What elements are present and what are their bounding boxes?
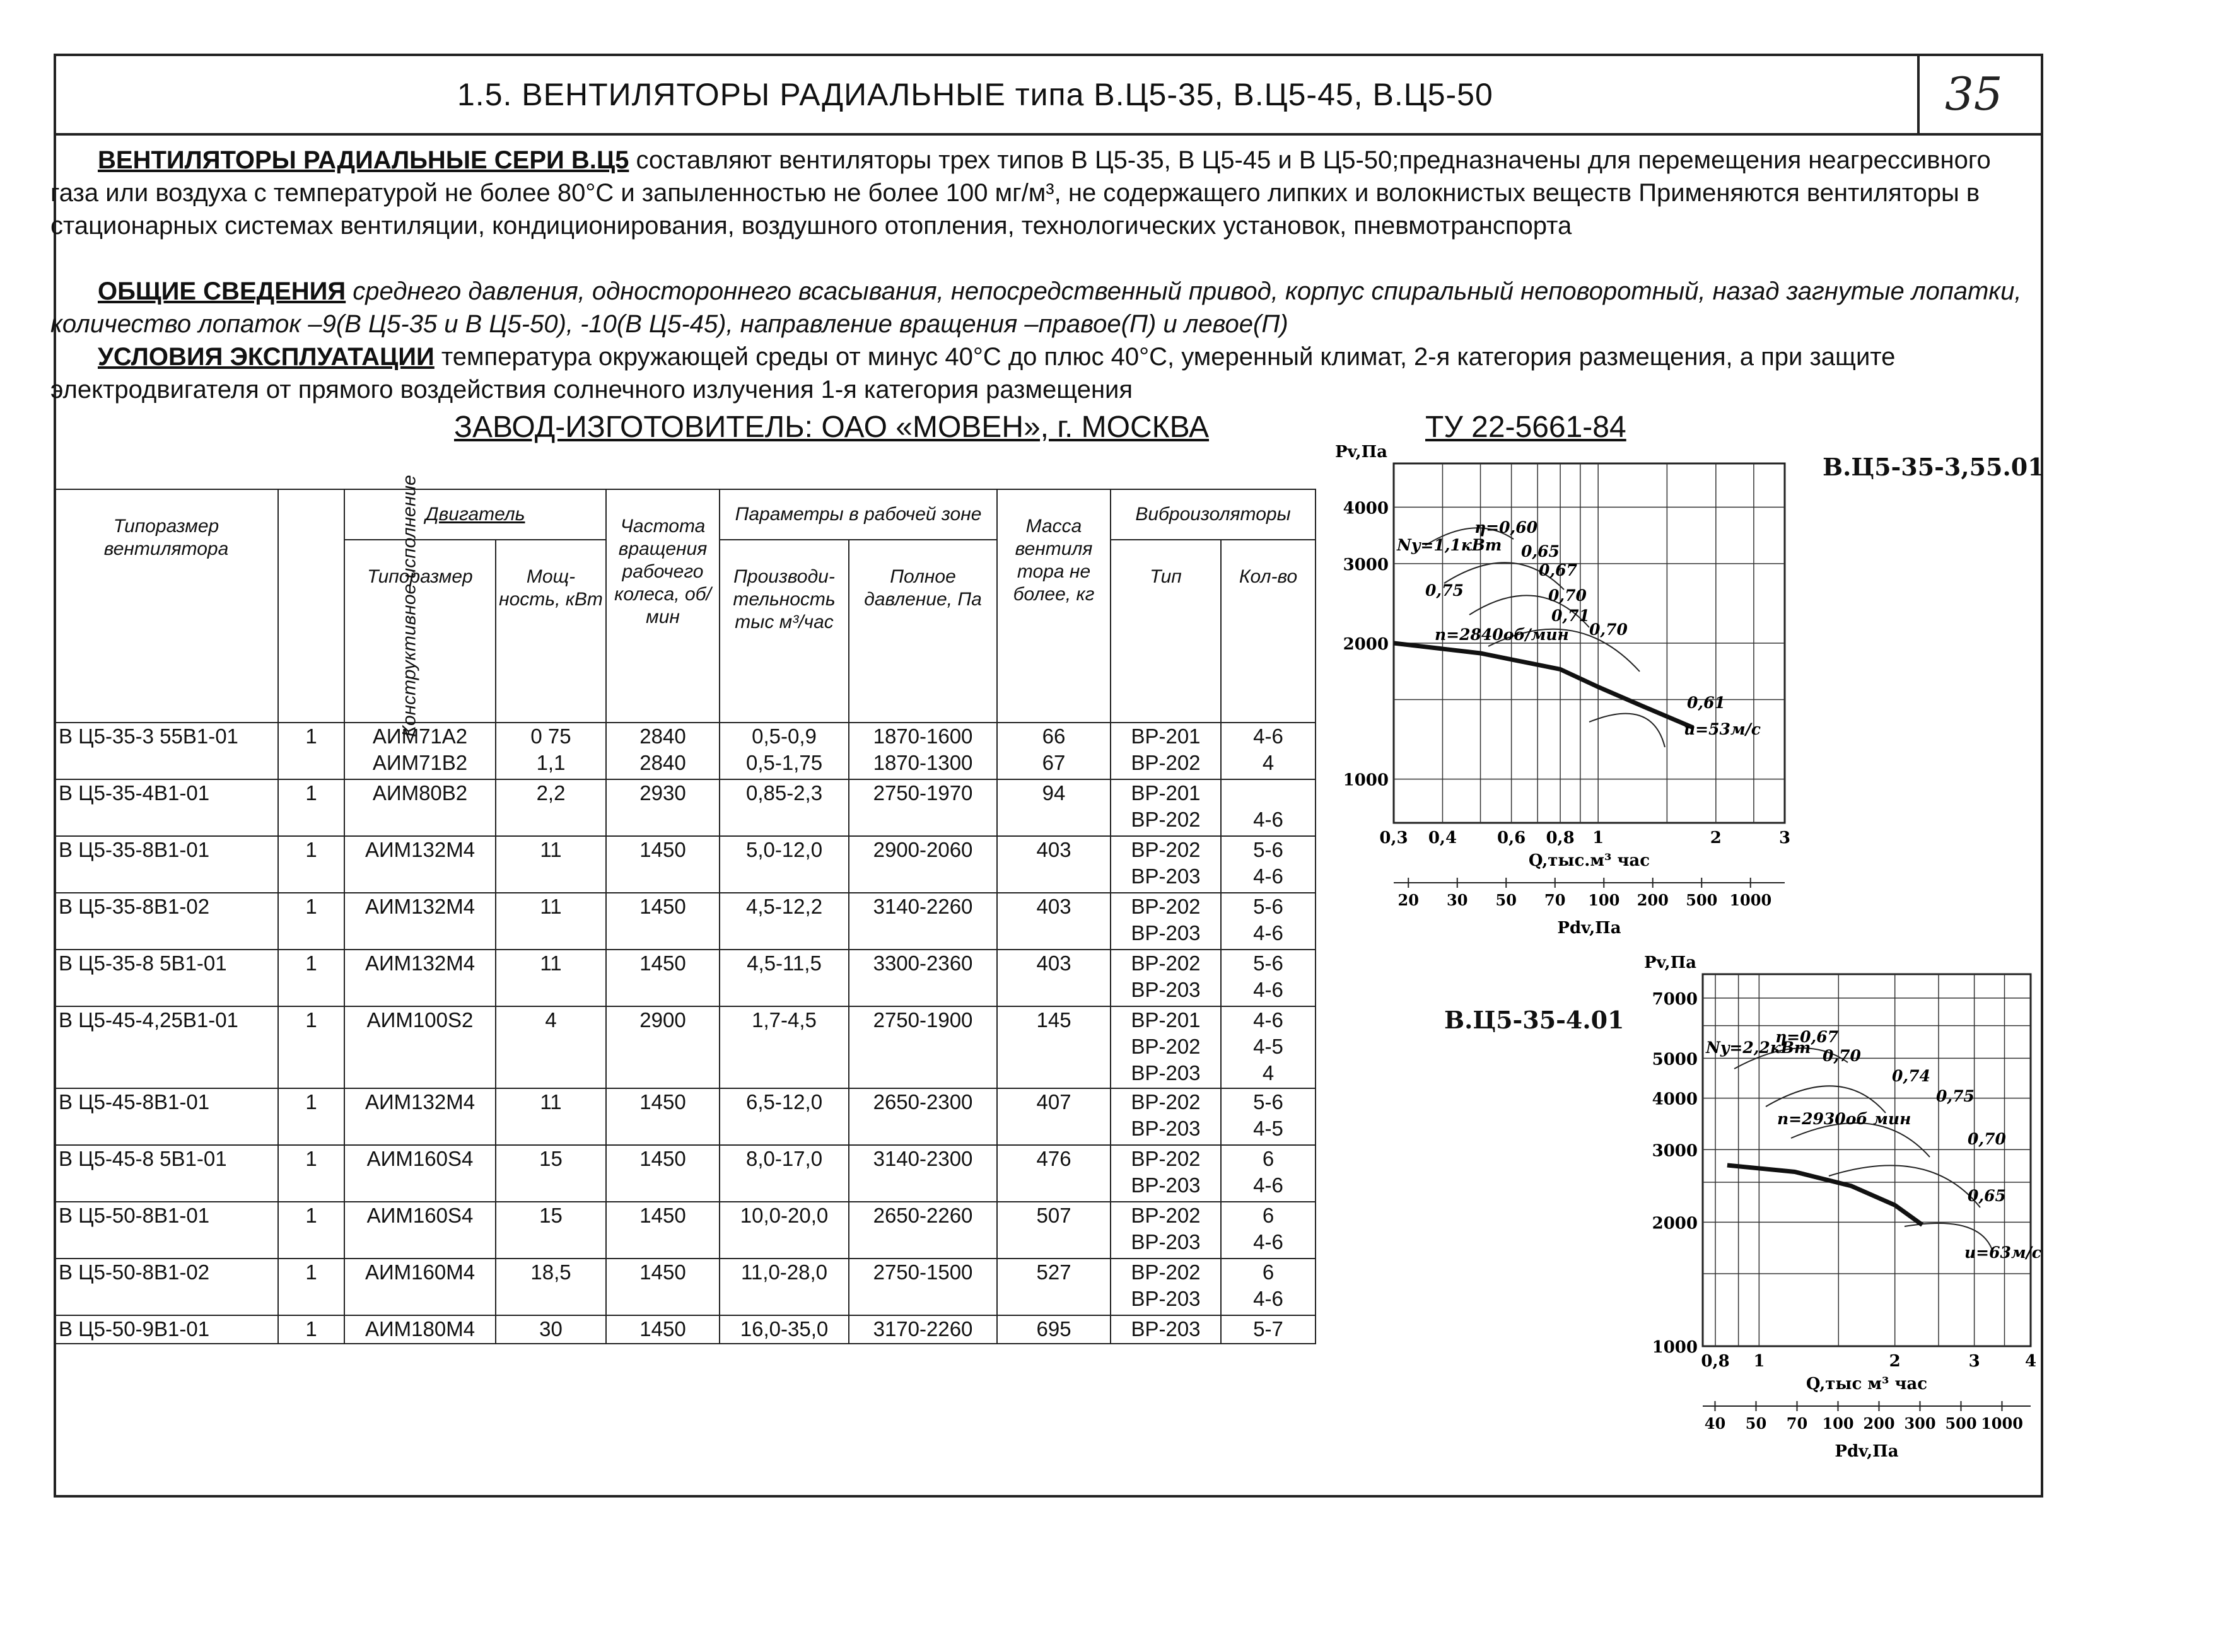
general-text: среднего давления, одностороннего всасывания, непосредственный привод, корпус спиральный неповоротный, назад загнутые лопатки, количество лопаток –9(В Ц5-35 и В Ц5-50), -10(В Ц5-45), направление вращения –правое(П) и левое(П) xyxy=(50,277,2022,338)
x2-axis-label: Pdv,Па xyxy=(1557,919,1621,938)
cell-power: 0 75 1,1 xyxy=(496,723,606,779)
cell-vqty: 4-6 4 xyxy=(1221,723,1316,779)
cell-size: В Ц5-45-4,25В1-01 xyxy=(54,1006,278,1088)
cell-vqty: 5-6 4-6 xyxy=(1221,950,1316,1006)
cell-vtype: ВР-202 ВР-203 xyxy=(1111,1202,1221,1259)
chart-annotation: η=0,67 xyxy=(1775,1028,1839,1046)
chart2-svg xyxy=(1640,955,2043,1491)
cell-cap: 8,0-17,0 xyxy=(720,1145,849,1202)
cell-press: 2750-1500 xyxy=(849,1259,997,1315)
x2-tick-label: 500 xyxy=(1686,891,1718,909)
chart-vc5-35-4 xyxy=(1640,955,2043,1491)
cell-press: 3170-2260 xyxy=(849,1315,997,1344)
y-tick-label: 2000 xyxy=(1343,635,1389,654)
manufacturer: ЗАВОД-ИЗГОТОВИТЕЛЬ: ОАО «МОВЕН», г. МОСКВА xyxy=(454,410,1210,444)
cell-rpm: 2900 xyxy=(606,1006,720,1088)
cell-press: 2750-1900 xyxy=(849,1006,997,1088)
x-axis-label: Q,тыс м³ час xyxy=(1806,1375,1928,1393)
x2-tick-label: 300 xyxy=(1904,1414,1936,1433)
cell-motor: АИМ132М4 xyxy=(344,1088,496,1145)
cell-size: В Ц5-50-8В1-02 xyxy=(54,1259,278,1315)
cell-size: В Ц5-45-8В1-01 xyxy=(54,1088,278,1145)
x2-tick-label: 70 xyxy=(1544,891,1566,909)
table-row xyxy=(54,893,1316,950)
cell-power: 11 xyxy=(496,836,606,893)
series-line xyxy=(1394,643,1693,728)
page-title: 1.5. ВЕНТИЛЯТОРЫ РАДИАЛЬНЫЕ типа В.Ц5-35, В.Ц5-45, В.Ц5-50 xyxy=(457,77,1493,112)
fan-spec-table-body xyxy=(54,723,1316,1344)
cell-mass: 695 xyxy=(997,1315,1111,1344)
cell-vtype: ВР-202 ВР-203 xyxy=(1111,1259,1221,1315)
page-header xyxy=(54,54,2043,136)
chart1-svg xyxy=(1324,445,1804,943)
cell-rpm: 1450 xyxy=(606,1145,720,1202)
cell-motor: АИМ80В2 xyxy=(344,779,496,836)
cell-size: В Ц5-35-8В1-01 xyxy=(54,836,278,893)
efficiency-curve xyxy=(1589,714,1665,747)
chart-annotation: 0,61 xyxy=(1687,694,1725,712)
cell-press: 3140-2300 xyxy=(849,1145,997,1202)
x-tick-label: 0,8 xyxy=(1701,1352,1730,1371)
cell-press: 3300-2360 xyxy=(849,950,997,1006)
cell-press: 2750-1970 xyxy=(849,779,997,836)
cell-cap: 11,0-28,0 xyxy=(720,1259,849,1315)
cell-rpm: 2930 xyxy=(606,779,720,836)
cell-size: В Ц5-45-8 5В1-01 xyxy=(54,1145,278,1202)
cell-vtype: ВР-202 ВР-203 xyxy=(1111,950,1221,1006)
chart-annotation: η=0,60 xyxy=(1474,518,1538,537)
cell-rpm: 1450 xyxy=(606,836,720,893)
y-tick-label: 3000 xyxy=(1343,555,1389,574)
table-row xyxy=(54,1145,1316,1202)
cell-motor: АИМ160М4 xyxy=(344,1259,496,1315)
cell-constr: 1 xyxy=(278,1088,344,1145)
table-row xyxy=(54,1088,1316,1145)
th-rpm: Частота вращения рабочего колеса, об/мин xyxy=(606,489,720,723)
chart-annotation: 0,70 xyxy=(1548,586,1587,605)
chart-annotation: 0,70 xyxy=(1968,1130,2006,1148)
cell-mass: 145 xyxy=(997,1006,1111,1088)
table-row xyxy=(54,1202,1316,1259)
cell-rpm: 1450 xyxy=(606,893,720,950)
table-row xyxy=(54,836,1316,893)
series-line xyxy=(1727,1165,1922,1225)
y-tick-label: 3000 xyxy=(1652,1141,1698,1161)
th-capacity: Производи-тельность тыс м³/час xyxy=(720,540,849,723)
th-params: Параметры в рабочей зоне xyxy=(720,489,997,540)
cell-press: 3140-2260 xyxy=(849,893,997,950)
cell-cap: 0,85-2,3 xyxy=(720,779,849,836)
chart1-title: В.Ц5-35-3,55.01 xyxy=(1823,453,2045,481)
cell-vqty: 5-6 4-6 xyxy=(1221,836,1316,893)
th-vibro: Виброизоляторы xyxy=(1111,489,1316,540)
th-pressure: Полное давление, Па xyxy=(849,540,997,723)
cell-mass: 94 xyxy=(997,779,1111,836)
x2-tick-label: 1000 xyxy=(1981,1414,2023,1433)
efficiency-curve xyxy=(1766,1086,1886,1113)
cell-motor: АИМ180М4 xyxy=(344,1315,496,1344)
chart-annotation: 0,70 xyxy=(1823,1047,1861,1065)
chart-annotation: 0,74 xyxy=(1892,1067,1930,1085)
cell-rpm: 1450 xyxy=(606,1088,720,1145)
cell-vqty: 4-6 4-5 4 xyxy=(1221,1006,1316,1088)
x2-tick-label: 30 xyxy=(1447,891,1468,909)
cell-mass: 476 xyxy=(997,1145,1111,1202)
table-row xyxy=(54,1315,1316,1344)
x-tick-label: 1 xyxy=(1753,1352,1765,1371)
cell-constr: 1 xyxy=(278,1006,344,1088)
cell-press: 1870-1600 1870-1300 xyxy=(849,723,997,779)
cell-vqty: 6 4-6 xyxy=(1221,1145,1316,1202)
x-tick-label: 3 xyxy=(1968,1352,1980,1371)
chart2-title: В.Ц5-35-4.01 xyxy=(1444,1006,1625,1034)
cell-rpm: 1450 xyxy=(606,950,720,1006)
cell-power: 15 xyxy=(496,1145,606,1202)
x2-tick-label: 100 xyxy=(1588,891,1620,909)
cell-mass: 507 xyxy=(997,1202,1111,1259)
th-size: Типоразмер вентилятора xyxy=(54,489,278,723)
th-mass: Масса вентиля тора не более, кг xyxy=(997,489,1111,723)
x-tick-label: 0,4 xyxy=(1428,829,1457,847)
cell-power: 11 xyxy=(496,893,606,950)
x-tick-label: 2 xyxy=(1710,829,1722,847)
cell-vqty: 5-7 xyxy=(1221,1315,1316,1344)
th-motor-power: Мощ-ность, кВт xyxy=(496,540,606,723)
cell-mass: 403 xyxy=(997,950,1111,1006)
cell-cap: 6,5-12,0 xyxy=(720,1088,849,1145)
y-tick-label: 7000 xyxy=(1652,989,1698,1009)
chart-frame xyxy=(1703,974,2031,1346)
x2-tick-label: 100 xyxy=(1822,1414,1854,1433)
x-tick-label: 2 xyxy=(1889,1352,1901,1371)
x2-tick-label: 1000 xyxy=(1729,891,1772,909)
x2-tick-label: 50 xyxy=(1745,1414,1767,1433)
fan-spec-table xyxy=(54,475,1316,1344)
cell-vtype: ВР-203 xyxy=(1111,1315,1221,1344)
cell-mass: 66 67 xyxy=(997,723,1111,779)
general-heading: ОБЩИЕ СВЕДЕНИЯ xyxy=(98,277,346,305)
cell-vtype: ВР-202 ВР-203 xyxy=(1111,1145,1221,1202)
cell-vqty: 5-6 4-6 xyxy=(1221,893,1316,950)
y-tick-label: 1000 xyxy=(1652,1338,1698,1357)
x-tick-label: 4 xyxy=(2024,1352,2037,1371)
cell-constr: 1 xyxy=(278,779,344,836)
y-tick-label: 2000 xyxy=(1652,1214,1698,1233)
operation-heading: УСЛОВИЯ ЭКСПЛУАТАЦИИ xyxy=(98,343,435,371)
cell-press: 2900-2060 xyxy=(849,836,997,893)
cell-motor: АИМ160S4 xyxy=(344,1145,496,1202)
chart-annotation: 0,71 xyxy=(1551,607,1590,625)
chart-annotation: 0,75 xyxy=(1936,1087,1975,1105)
chart-annotation: n=2840об/мин xyxy=(1435,625,1569,644)
y-tick-label: 4000 xyxy=(1652,1090,1698,1109)
cell-vtype: ВР-202 ВР-203 xyxy=(1111,836,1221,893)
chart-annotation: Ny=2,2кВт xyxy=(1706,1038,1811,1057)
cell-vqty: 4-6 xyxy=(1221,779,1316,836)
x2-tick-label: 200 xyxy=(1637,891,1669,909)
cell-vqty: 6 4-6 xyxy=(1221,1259,1316,1315)
cell-motor: АИМ71А2 АИМ71В2 xyxy=(344,723,496,779)
y-tick-label: 4000 xyxy=(1343,499,1389,518)
cell-constr: 1 xyxy=(278,723,344,779)
cell-mass: 407 xyxy=(997,1088,1111,1145)
cell-constr: 1 xyxy=(278,1259,344,1315)
cell-press: 2650-2300 xyxy=(849,1088,997,1145)
cell-cap: 16,0-35,0 xyxy=(720,1315,849,1344)
cell-power: 15 xyxy=(496,1202,606,1259)
table-row xyxy=(54,723,1316,779)
cell-cap: 10,0-20,0 xyxy=(720,1202,849,1259)
cell-motor: АИМ132М4 xyxy=(344,836,496,893)
cell-power: 11 xyxy=(496,1088,606,1145)
x-tick-label: 1 xyxy=(1592,829,1604,847)
x2-tick-label: 20 xyxy=(1397,891,1419,909)
chart-annotation: Ny=1,1кВт xyxy=(1397,536,1502,554)
cell-motor: АИМ132М4 xyxy=(344,950,496,1006)
cell-vqty: 6 4-6 xyxy=(1221,1202,1316,1259)
cell-vtype: ВР-201 ВР-202 xyxy=(1111,779,1221,836)
cell-cap: 4,5-11,5 xyxy=(720,950,849,1006)
cell-rpm: 1450 xyxy=(606,1202,720,1259)
cell-cap: 4,5-12,2 xyxy=(720,893,849,950)
cell-rpm: 1450 xyxy=(606,1315,720,1344)
cell-power: 18,5 xyxy=(496,1259,606,1315)
cell-vtype: ВР-202 ВР-203 xyxy=(1111,1088,1221,1145)
x2-tick-label: 500 xyxy=(1945,1414,1977,1433)
y-tick-label: 5000 xyxy=(1652,1050,1698,1069)
cell-constr: 1 xyxy=(278,1202,344,1259)
chart-annotation: u=53м/с xyxy=(1684,720,1761,738)
chart-annotation: 0,65 xyxy=(1968,1187,2006,1205)
cell-size: В Ц5-35-4В1-01 xyxy=(54,779,278,836)
th-construction: Конструктивное исполнение xyxy=(278,489,344,723)
table-row xyxy=(54,1259,1316,1315)
cell-constr: 1 xyxy=(278,893,344,950)
cell-vtype: ВР-201 ВР-202 ВР-203 xyxy=(1111,1006,1221,1088)
chart-annotation: n=2930об мин xyxy=(1777,1110,1911,1128)
cell-constr: 1 xyxy=(278,950,344,1006)
table-row xyxy=(54,1006,1316,1088)
efficiency-curve xyxy=(1791,1123,1930,1157)
cell-size: В Ц5-35-3 55В1-01 xyxy=(54,723,278,779)
cell-power: 11 xyxy=(496,950,606,1006)
x-tick-label: 0,3 xyxy=(1379,829,1408,847)
chart-annotation: 0,70 xyxy=(1589,620,1628,639)
cell-cap: 1,7-4,5 xyxy=(720,1006,849,1088)
table-row xyxy=(54,950,1316,1006)
cell-constr: 1 xyxy=(278,1315,344,1344)
page-number-box xyxy=(1917,54,2043,133)
cell-vtype: ВР-201 ВР-202 xyxy=(1111,723,1221,779)
x2-tick-label: 200 xyxy=(1863,1414,1895,1433)
cell-size: В Ц5-35-8В1-02 xyxy=(54,893,278,950)
x-axis-label: Q,тыс.м³ час xyxy=(1528,851,1650,870)
chart-annotation: 0,65 xyxy=(1521,542,1560,561)
cell-size: В Ц5-50-8В1-01 xyxy=(54,1202,278,1259)
y-axis-label: Pv,Па xyxy=(1335,445,1387,462)
th-vibro-qty: Кол-во xyxy=(1221,540,1316,723)
th-motor: Двигатель xyxy=(344,489,606,540)
x2-axis-label: Pdv,Па xyxy=(1835,1442,1899,1461)
cell-constr: 1 xyxy=(278,1145,344,1202)
intro-paragraph xyxy=(50,144,2037,242)
th-motor-type: Типоразмер xyxy=(344,540,496,723)
cell-mass: 403 xyxy=(997,836,1111,893)
cell-power: 30 xyxy=(496,1315,606,1344)
cell-rpm: 2840 2840 xyxy=(606,723,720,779)
cell-power: 4 xyxy=(496,1006,606,1088)
table-row xyxy=(54,779,1316,836)
cell-mass: 527 xyxy=(997,1259,1111,1315)
operation-text: температура окружающей среды от минус 40°С до плюс 40°С, умеренный климат, 2-я категория размещения, а при защите электродвигателя от прямого воздействия солнечного излучения 1-я категория размещения xyxy=(50,343,1896,404)
y-axis-label: Pv,Па xyxy=(1644,955,1696,972)
cell-vtype: ВР-202 ВР-203 xyxy=(1111,893,1221,950)
cell-motor: АИМ132М4 xyxy=(344,893,496,950)
x2-tick-label: 40 xyxy=(1704,1414,1726,1433)
cell-motor: АИМ160S4 xyxy=(344,1202,496,1259)
x2-tick-label: 70 xyxy=(1786,1414,1808,1433)
intro-heading: ВЕНТИЛЯТОРЫ РАДИАЛЬНЫЕ СЕРИ В.Ц5 xyxy=(98,146,629,174)
x-tick-label: 3 xyxy=(1778,829,1791,847)
operation-paragraph xyxy=(50,340,2037,406)
cell-vqty: 5-6 4-5 xyxy=(1221,1088,1316,1145)
chart-annotation: 0,67 xyxy=(1539,561,1577,579)
x-tick-label: 0,6 xyxy=(1497,829,1526,847)
x-tick-label: 0,8 xyxy=(1546,829,1575,847)
th-vibro-type: Тип xyxy=(1111,540,1221,723)
cell-cap: 0,5-0,9 0,5-1,75 xyxy=(720,723,849,779)
page-number: 35 xyxy=(1945,67,2003,120)
y-tick-label: 1000 xyxy=(1343,771,1389,790)
cell-size: В Ц5-50-9В1-01 xyxy=(54,1315,278,1344)
cell-cap: 5,0-12,0 xyxy=(720,836,849,893)
chart-vc5-35-3-55 xyxy=(1324,445,1804,943)
cell-size: В Ц5-35-8 5В1-01 xyxy=(54,950,278,1006)
cell-motor: АИМ100S2 xyxy=(344,1006,496,1088)
cell-press: 2650-2260 xyxy=(849,1202,997,1259)
cell-rpm: 1450 xyxy=(606,1259,720,1315)
cell-mass: 403 xyxy=(997,893,1111,950)
x2-tick-label: 50 xyxy=(1495,891,1517,909)
general-paragraph xyxy=(50,275,2037,340)
chart-annotation: 0,75 xyxy=(1425,581,1464,600)
intro-text: составляют вентиляторы трех типов В Ц5-35, В Ц5-45 и В Ц5-50;предназначены для перемещения неагрессивного газа или воздуха с температурой не более 80°С и запыленностью не более 100 мг/м³, не содержащего липких и волокнистых веществ Применяются вентиляторы в стационарных системах вентиляции, кондиционирования, воздушного отопления, технологических установок, пневмотранспорта xyxy=(50,146,1991,240)
cell-power: 2,2 xyxy=(496,779,606,836)
tu-code: ТУ 22-5661-84 xyxy=(1425,410,1626,444)
chart-annotation: u=63м/с xyxy=(1964,1243,2042,1262)
cell-constr: 1 xyxy=(278,836,344,893)
